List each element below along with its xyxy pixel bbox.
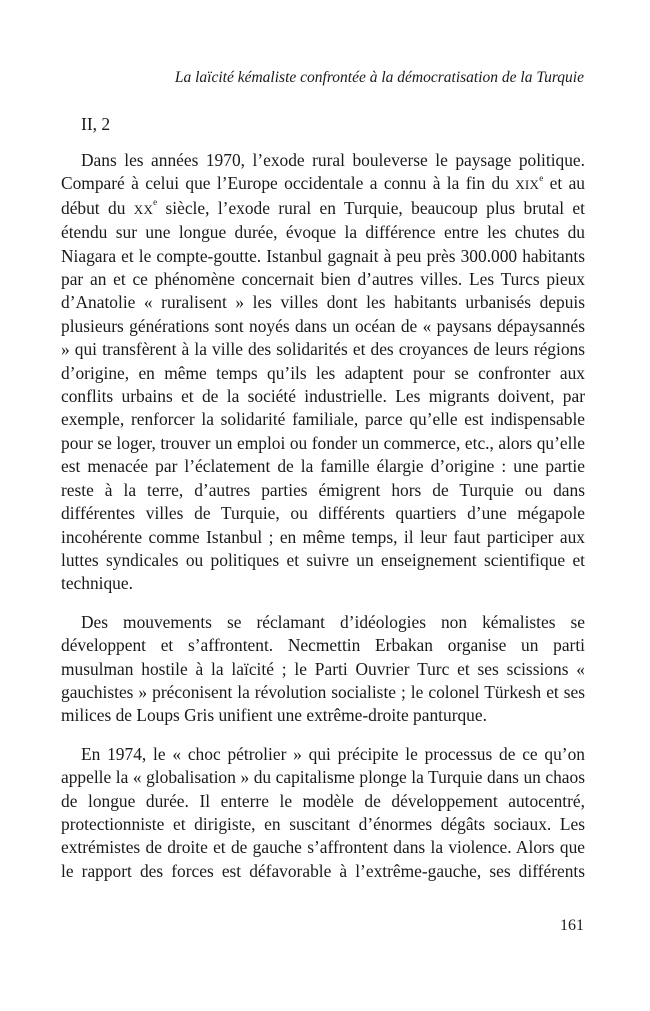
century-twenty: XX: [133, 201, 154, 217]
paragraph-2: Des mouvements se réclamant d’idéologies non kémalistes se développent et s’affrontent. Necmettin Erbakan organise un parti musulman hostile à la laïcité ; le Parti Ouvrier Turc et ses scissions « gauchistes » préconisent la révolution socialiste ; le colonel Türkesh et ses milices de Loups Gris unifient une extrême-droite panturque.: [61, 611, 585, 726]
section-label: II, 2: [81, 114, 111, 134]
page-number: 161: [560, 917, 584, 934]
paragraph-1-text-a: Dans les années 1970, l’exode rural bouleverse le paysage politique. Comparé à celui que l’Europe occidentale a connu à la fin du: [61, 150, 585, 194]
paragraph-3: En 1974, le « choc pétrolier » qui précipite le processus de ce qu’on appelle la « globalisation » du capitalisme plonge la Turquie dans un chaos de longue durée. Il enterre le modèle de développement autocentré, protectionniste et dirigiste, en suscitant d’énormes dégâts sociaux. Les extrémistes de droite et de gauche s’affrontent dans la violence. Alors que le rapport des forces est défavorable à l’extrême-gauche, ses différents: [61, 743, 585, 881]
paragraph-1-text-c: siècle, l’exode rural en Turquie, beaucoup plus brutal et étendu sur une longue durée, évoque la différence entre les chutes du Niagara et le compte-goutte. Istanbul gagnait à peu près 300.000 habitants par an et ce phénomène concernait bien d’autres villes. Les Turcs pieux d’Anatolie « ruralisent » les villes dont les habitants urbanisés depuis plusieurs générations sont noyés dans un océan de « paysans dépaysannés » qui transfèrent à la ville des solidarités et des croyances de leurs régions d’origine, en même temps qu’ils les adaptent pour se confronter aux conflits urbains et de la société industrielle. Les migrants doivent, par exemple, renforcer la solidarité familiale, parce qu’elle est indispensable pour se loger, trouver un emploi ou fonder un commerce, etc., alors qu’elle est menacée par l’éclatement de la famille élargie d’origine : une partie reste à la terre, d’autres parties émigrent hors de Turquie ou dans différentes villes de Turquie, ou différents quartiers d’une mégapole incohérente comme Istanbul ; en même temps, il leur faut participer aux luttes syndicales ou politiques et suivre un enseignement scientifique et technique.: [61, 197, 585, 594]
paragraph-1: [61, 149, 585, 596]
body-text: [61, 149, 585, 883]
paragraph-1-text-b: et au début du: [61, 173, 585, 218]
century-superscript: e: [539, 172, 544, 183]
century-nineteen: XIX: [515, 177, 540, 193]
running-header: La laïcité kémaliste confrontée à la démocratisation de la Turquie: [174, 69, 584, 86]
century-superscript: e: [153, 197, 158, 208]
